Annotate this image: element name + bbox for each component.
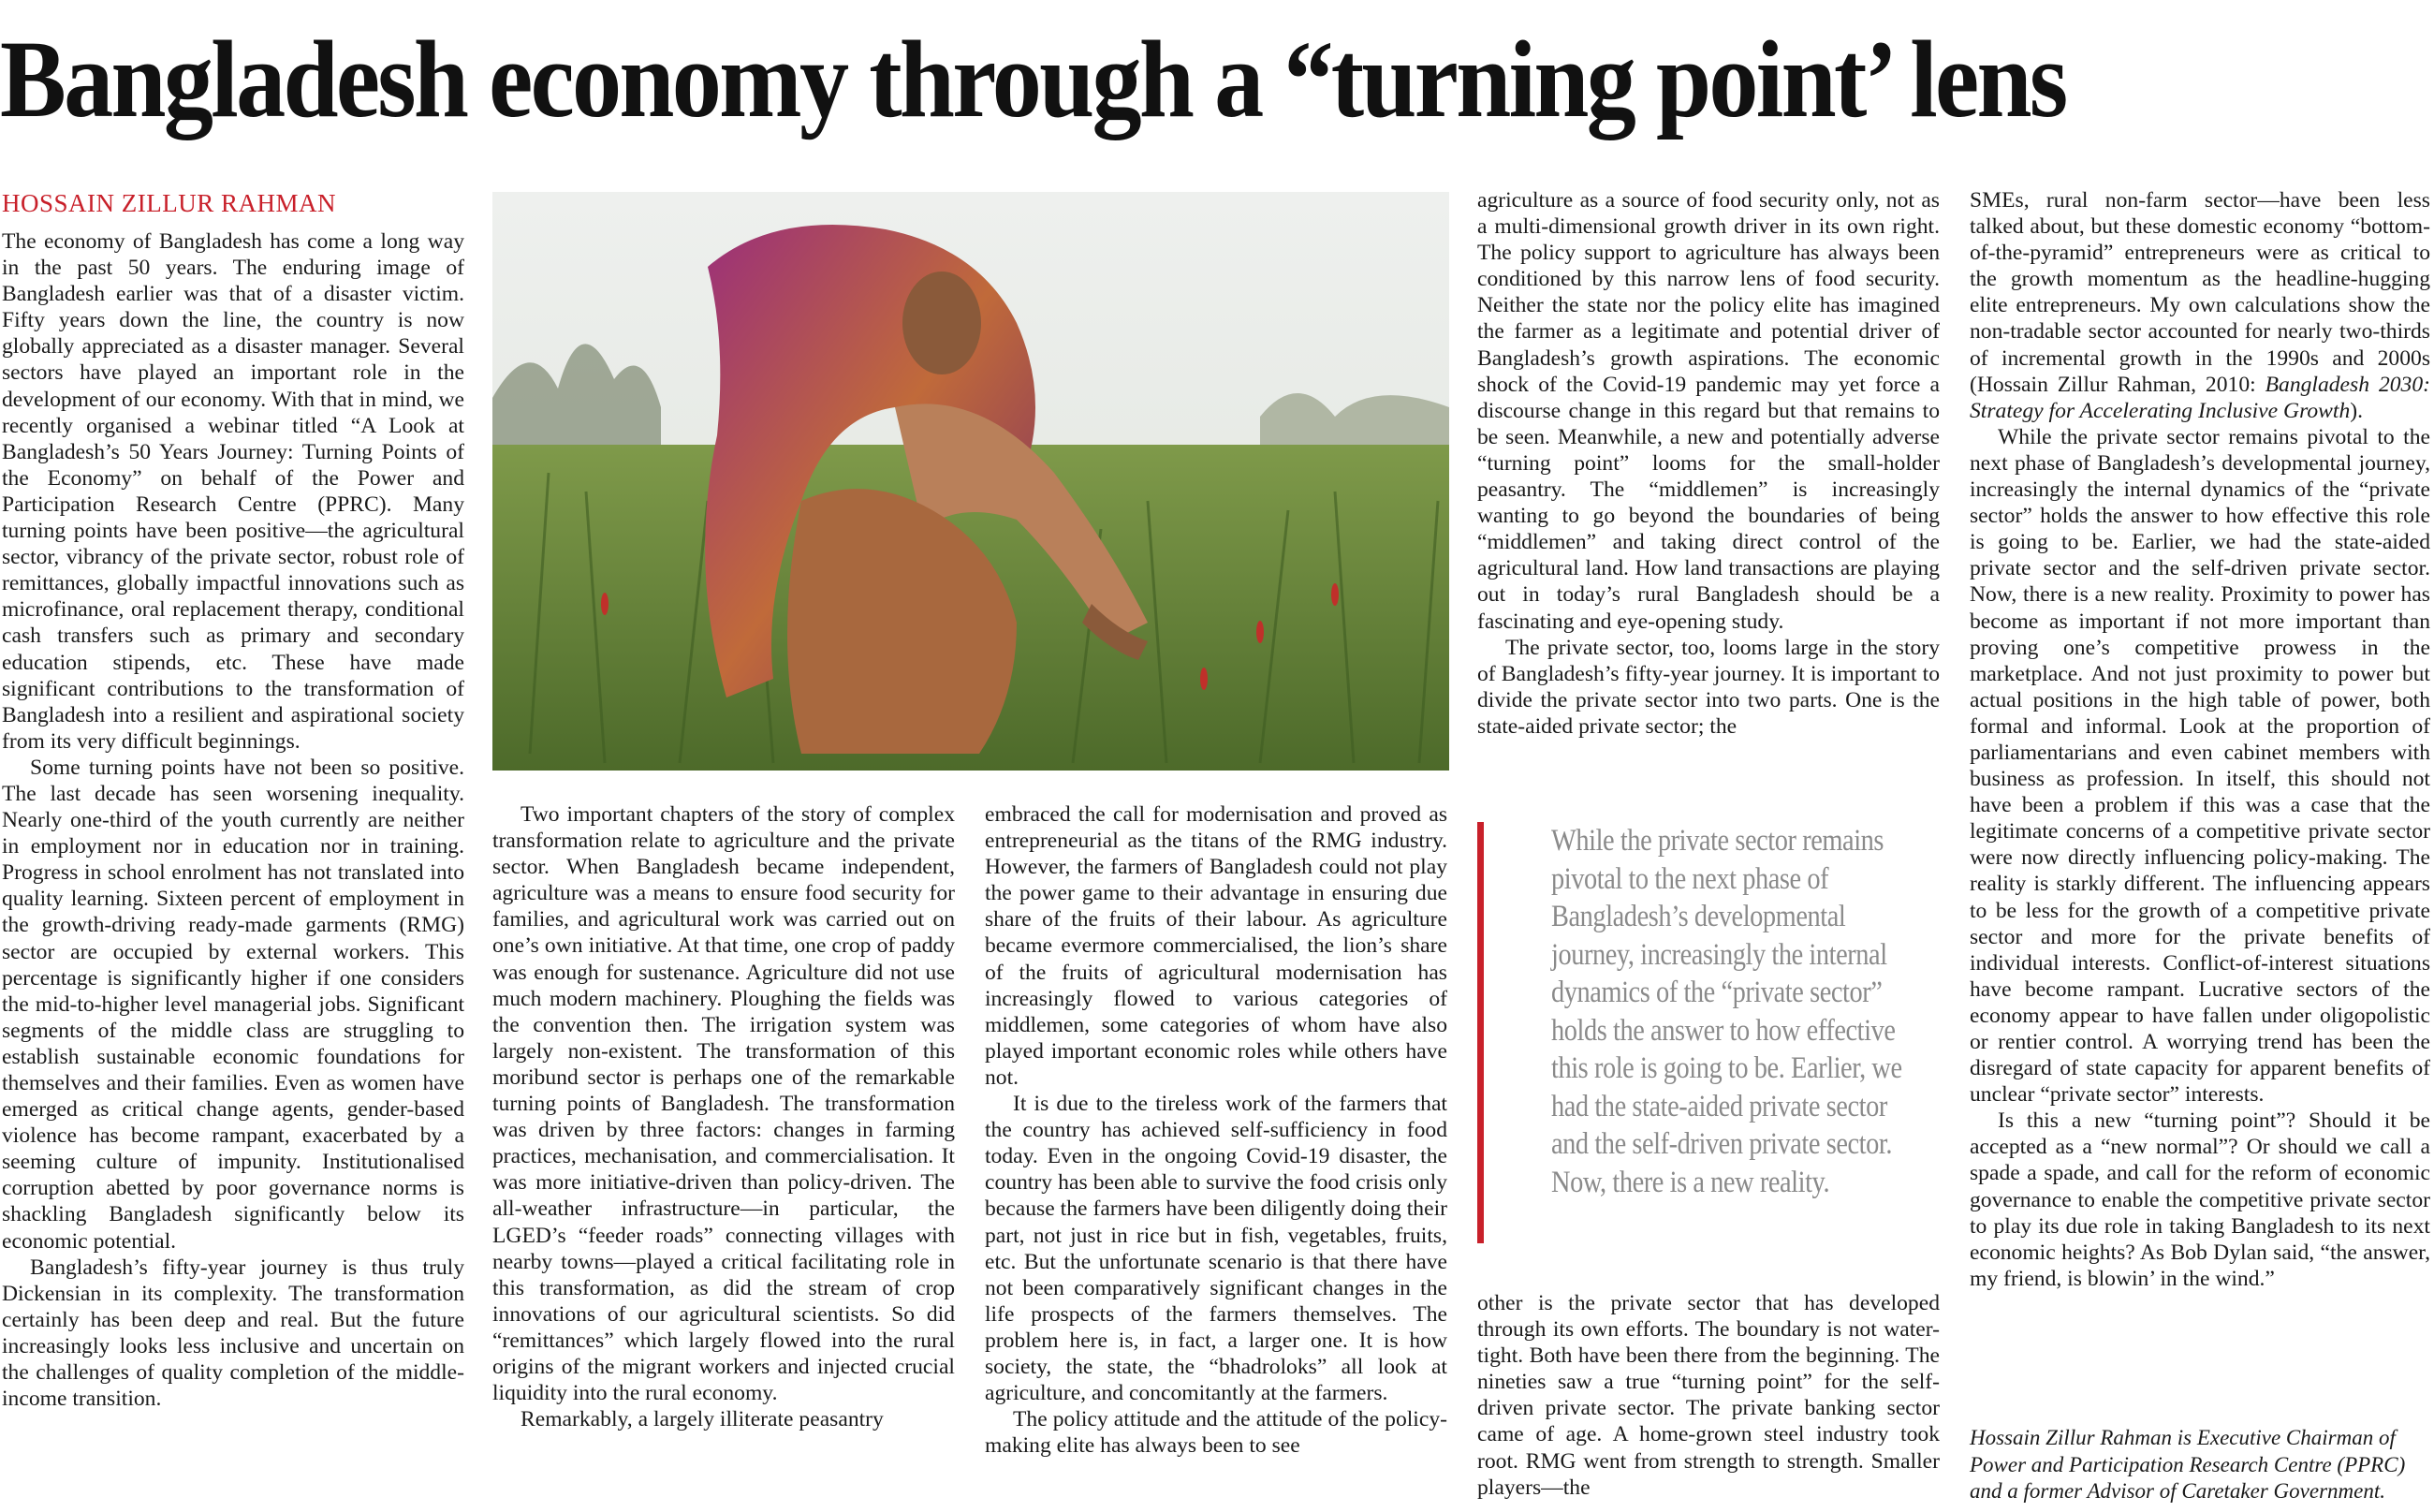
paragraph: It is due to the tireless work of the farmers that the country has achieved self-sufficiency in food today. Even in the ongoing Covid-19 disaster, the country has been able to survive the food crisis only because the farmers have been diligently doing their part, not just in rice but in fish, vegetables, fruits, etc. But the unfortunate scenario is that there have not been comparatively significant changes in the life prospects of the farmers themselves. The problem here is, in fact, a larger one. It is how society, the state, the “bhadroloks” all look at agriculture, and concomitantly at the farmers. bbox=[985, 1092, 1447, 1406]
paragraph: Bangladesh’s fifty-year journey is thus truly Dickensian in its complexity. The transformation certainly has been deep and real. But the future increasingly looks less inclusive and uncertain on the challenges of quality completion of the middle-income transition. bbox=[2, 1255, 464, 1412]
paragraph-text: SMEs, rural non-farm sector—have been less talked about, but these domestic economy “bottom-of-the-pyramid” entrepreneurs were as critical to the growth momentum as the headline-hugging elite entrepreneurs. My own calculations show the non-tradable sector accounted for nearly two-thirds of incremental growth in the 1990s and 2000s (Hossain Zillur Rahman, 2010: bbox=[1970, 188, 2430, 397]
paragraph: other is the private sector that has developed through its own efforts. The boundary is not water-tight. Both have been there from the beginning. The nineties saw a true “turning point” for the self-driven private sector. The private banking sector came of age. A home-grown steel industry took root. RMG went from strength to strength. Smaller players—the bbox=[1477, 1291, 1940, 1500]
paragraph: Is this a new “turning point”? Should it be accepted as a “new normal”? Or should we call a spade a spade, and call for the reform of economic governance to enable the competitive private sector to play its due role in taking Bangladesh to its next economic heights? As Bob Dylan said, “the answer, my friend, is blowin’ in the wind.” bbox=[1970, 1108, 2430, 1291]
article-column-2 bbox=[492, 801, 955, 1506]
paragraph: The policy attitude and the attitude of the policy-making elite has always been to see bbox=[985, 1407, 1447, 1459]
book-title: Bangladesh 2030: Strategy for Accelerating Inclusive Growth bbox=[1970, 372, 2430, 423]
paragraph: embraced the call for modernisation and proved as entrepreneurial as the titans of the RMG industry. However, the farmers of Bangladesh could not play the power game to their advantage in ensuring due share of the fruits of their labour. As agriculture became evermore commercialised, the lion’s share of the fruits of agricultural modernisation has increasingly flowed to various categories of middlemen, some categories of whom have also played important economic roles while others have not. bbox=[985, 802, 1447, 1090]
byline: HOSSAIN ZILLUR RAHMAN bbox=[2, 189, 337, 217]
paragraph: The private sector, too, looms large in the story of Bangladesh’s fifty-year journey. It is important to divide the private sector into two parts. One is the state-aided private sector; the bbox=[1477, 635, 1940, 739]
farmer-photo-icon bbox=[492, 192, 1449, 771]
paragraph: agriculture as a source of food security only, not as a multi-dimensional growth driver in its own right. The policy support to agriculture has always been conditioned by this narrow lens of food security. Neither the state nor the policy elite has imagined the farmer as a legitimate and potential driver of Bangladesh’s growth aspirations. The economic shock of the Covid-19 pandemic may yet force a discourse change in this regard but that remains to be seen. Meanwhile, a new and potentially adverse “turning point” looms for the small-holder peasantry. The “middlemen” is increasingly wanting to go beyond the boundaries of being “middlemen” and taking direct control of the agricultural land. How land transactions are playing out in today’s rural Bangladesh should be a fascinating and eye-opening study. bbox=[1477, 188, 1940, 634]
paragraph: Two important chapters of the story of complex transformation relate to agriculture and the private sector. When Bangladesh became independent, agriculture was a means to ensure food security for families, and agricultural work was carried out on one’s own initiative. At that time, one crop of paddy was enough for sustenance. Agriculture did not use much modern machinery. Ploughing the fields was the convention then. The irrigation system was largely non-existent. The transformation of this moribund sector is perhaps one of the remarkable turning points of Bangladesh. The transformation was driven by three factors: changes in farming practices, mechanisation, and commercialisation. It was more initiative-driven than policy-driven. The all-weather infrastructure—in particular, the LGED’s “feeder roads” connecting villages with nearby towns—played a critical facilitating role in this transformation, as did the stream of crop innovations of our agricultural scientists. So did “remittances” which largely flowed into the rural origins of the migrant workers and injected crucial liquidity into the rural economy. bbox=[492, 802, 955, 1406]
article-column-5 bbox=[1970, 187, 2430, 1414]
article-column-4-bottom bbox=[1477, 1290, 1940, 1506]
paragraph bbox=[1970, 187, 2430, 424]
headline: Bangladesh economy through a “turning point’ lens bbox=[0, 18, 2066, 140]
article-column-1 bbox=[2, 228, 464, 1506]
pull-quote bbox=[1477, 822, 1908, 1243]
article-column-3 bbox=[985, 801, 1447, 1506]
paragraph-text: ). bbox=[2350, 398, 2364, 423]
farmer-photo bbox=[492, 192, 1449, 771]
paragraph: The economy of Bangladesh has come a long way in the past 50 years. The enduring image of Bangladesh earlier was that of a disaster victim. Fifty years down the line, the country is now globally appreciated as a disaster manager. Several sectors have played an important role in the development of our economy. With that in mind, we recently organised a webinar titled “A Look at Bangladesh’s 50 Years Journey: Turning Points of the Economy” on behalf of the Power and Participation Research Centre (PPRC). Many turning points have been positive—the agricultural sector, vibrancy of the private sector, robust role of remittances, globally impactful innovations such as microfinance, oral replacement therapy, conditional cash transfers such as primary and secondary education stipends, etc. These have made significant contributions to the transformation of Bangladesh into a resilient and aspirational society from its very difficult beginnings. bbox=[2, 229, 464, 754]
article-column-4-top bbox=[1477, 187, 1940, 774]
pull-quote-text: While the private sector remains pivotal to the next phase of Bangladesh’s developmental journey, increasingly the internal dynamics of the “private sector” holds the answer to how effective this role is going to be. Earlier, we had the state-aided private sector and the self-driven private sector. Now, there is a new reality. bbox=[1551, 824, 1902, 1199]
paragraph: Remarkably, a largely illiterate peasantry bbox=[521, 1407, 884, 1432]
author-bio: Hossain Zillur Rahman is Executive Chairman of Power and Participation Research Centre (PPRC) and a former Advisor of Caretaker Government. bbox=[1970, 1426, 2406, 1503]
paragraph: While the private sector remains pivotal to the next phase of Bangladesh’s developmental journey, increasingly the internal dynamics of the “private sector” holds the answer to how effective this role is going to be. Earlier, we had the state-aided private sector and the self-driven private sector. Now, there is a new reality. Proximity to power has become as important if not more important than proving one’s competitive prowess in the marketplace. And not just proximity to power but actual positions in the high table of power, both formal and informal. Look at the proportion of parliamentarians and even cabinet members with business as profession. In itself, this should not have been a problem if this was a case that the legitimate concerns of a competitive private sector were now directly influencing policy-making. The reality is starkly different. The influencing appears to be less for the growth of a competitive private sector and more for the private benefits of individual interests. Conflict-of-interest situations have become rampant. Lucrative sectors of the economy appear to have fallen under oligopolistic or rentier control. A worrying trend has been the disregard of state capacity for apparent benefits of unclear “private sector” interests. bbox=[1970, 424, 2430, 1108]
paragraph: Some turning points have not been so positive. The last decade has seen worsening inequality. Nearly one-third of the youth currently are neither in employment nor in education nor in training. Progress in school enrolment has not translated into quality learning. Sixteen percent of employment in the growth-driving ready-made garments (RMG) sector are occupied by external workers. This percentage is significantly higher if one considers the mid-to-higher level managerial jobs. Significant segments of the middle class are struggling to establish sustainable economic foundations for themselves and their families. Even as women have emerged as critical change agents, gender-based violence has become rampant, exacerbated by a seeming culture of impunity. Institutionalised corruption abetted by poor governance norms is shackling Bangladesh significantly below its economic potential. bbox=[2, 755, 464, 1254]
